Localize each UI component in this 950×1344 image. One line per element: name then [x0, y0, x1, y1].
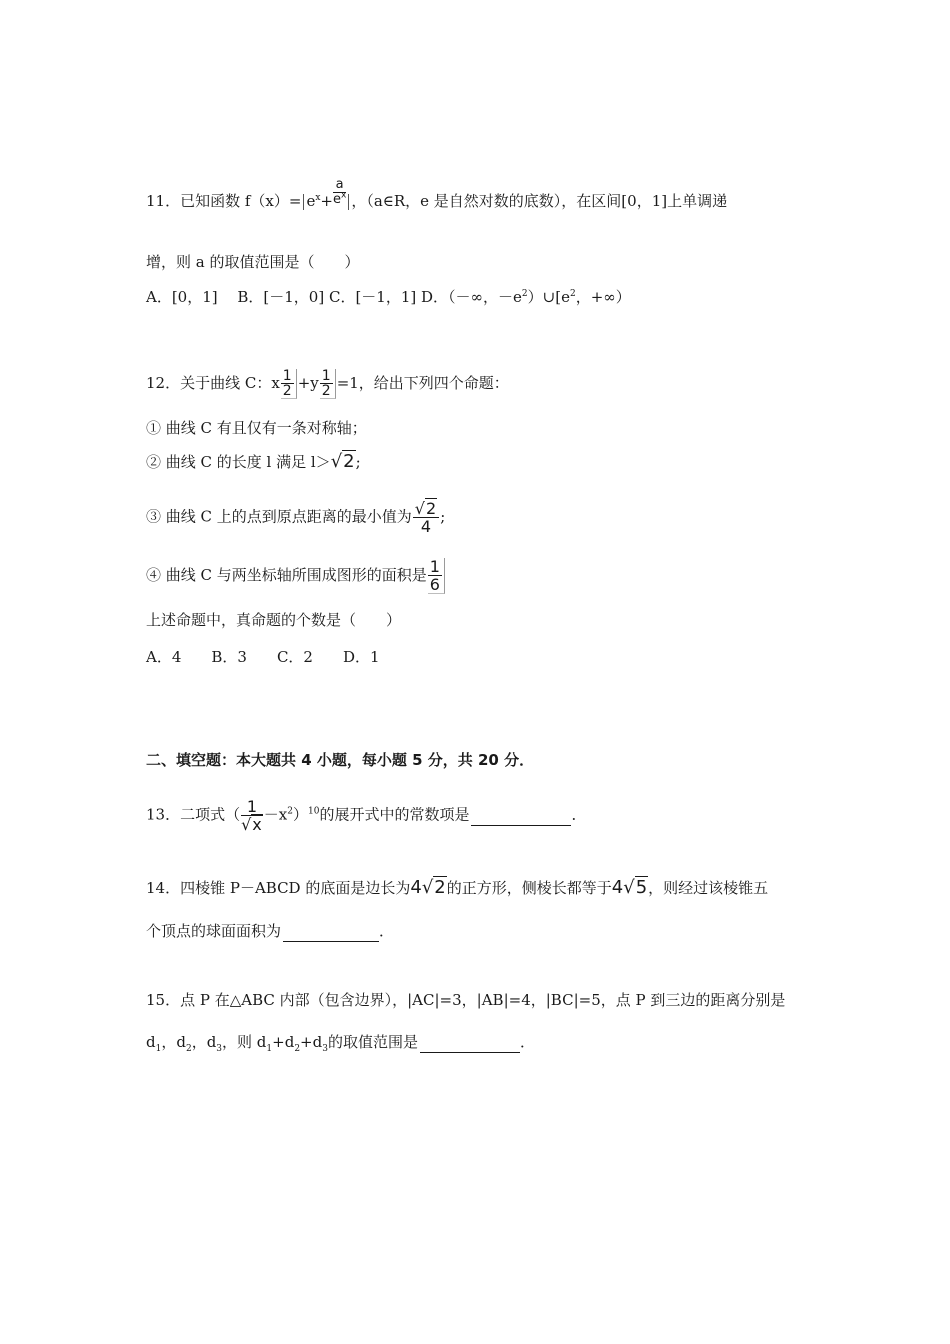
q12-fraction-1-over-6: $\frac{1}{6}$ — [428, 558, 445, 594]
q15-line2: $d_1$，$d_2$，$d_3$，则 $d_1+d_2+d_3$的取值范围是 ． — [146, 1033, 535, 1054]
q14-line2: 个顶点的球面面积为 ． — [146, 922, 395, 940]
q11-options: A．[0，1] B．[－1，0] C．[－1，1] D．（－∞，$-e^2)\cup[e^2$，+∞） — [146, 288, 631, 306]
q13-fraction: $\frac{1}{√x}$ — [241, 797, 262, 834]
q12-question: 上述命题中，真命题的个数是（ ） — [146, 611, 402, 629]
answer-blank[interactable] — [420, 1032, 520, 1053]
q13-line: 13．二项式（ $\frac{1}{√x}$ $-x^2)^{10}$的展开式中的常数项是 ． — [146, 797, 587, 834]
q12-line1: 12．关于曲线 C：x $\frac{1}{2}$ +y $\frac{1}{2}$ =1，给出下列四个命题： — [146, 368, 509, 399]
q12-prop1: ① 曲线 C 有且仅有一条对称轴； — [146, 419, 367, 437]
q12-fraction-sqrt2-over-4: $\frac{√2}{4}$ — [413, 500, 439, 535]
q12-prop2: ② 曲线 C 的长度 l 满足 l＞√2; — [146, 451, 361, 472]
q12-exp-fraction-2: $\frac{1}{2}$ — [320, 369, 336, 399]
sqrt-5: √5 — [623, 877, 648, 898]
section-heading: 二、填空题：本大题共 4 小题，每小题 5 分，共 20 分． — [146, 751, 535, 769]
q11-line2: 增，则 a 的取值范围是（ ） — [146, 253, 360, 271]
q12-prop4: ④ 曲线 C 与两坐标轴所围成图形的面积是 $\frac{1}{6}$ — [146, 558, 446, 594]
q11-lead: 11．已知函数 f（x）= — [146, 192, 302, 210]
q12-prop3: ③ 曲线 C 上的点到原点距离的最小值为 $\frac{√2}{4}$ ; — [146, 499, 446, 536]
answer-blank[interactable] — [283, 921, 379, 942]
sqrt-2: √2 — [330, 451, 355, 472]
sqrt-2: √2 — [421, 877, 446, 898]
q12-options: A．4 B．3 C．2 D．1 — [146, 648, 380, 666]
q11-line1: 11．已知函数 $f(x)= e^x+$ $\frac{a}{e^x}$ ，（a∈R，e 是自然对数的底数），在区间[0，1]上单调递 — [146, 177, 728, 210]
q11-fraction: $\frac{a}{e^x}$ — [332, 177, 347, 207]
abs-bar-left — [303, 194, 304, 210]
q12-exp-fraction-1: $\frac{1}{2}$ — [281, 369, 297, 399]
q11-rest: ，（a∈R，e 是自然对数的底数），在区间[0，1]上单调递 — [351, 192, 728, 210]
q15-line1: 15．点 P 在△ABC 内部（包含边界），|AC|=3，|AB|=4，|BC|=5，点 P 到三边的距离分别是 — [146, 991, 786, 1009]
abs-bar-right — [348, 194, 349, 210]
answer-blank[interactable] — [471, 805, 571, 826]
q14-line1: 14．四棱锥 P－ABCD 的底面是边长为4√2的正方形，侧棱长都等于4√5，则经过该棱锥五 — [146, 877, 769, 898]
